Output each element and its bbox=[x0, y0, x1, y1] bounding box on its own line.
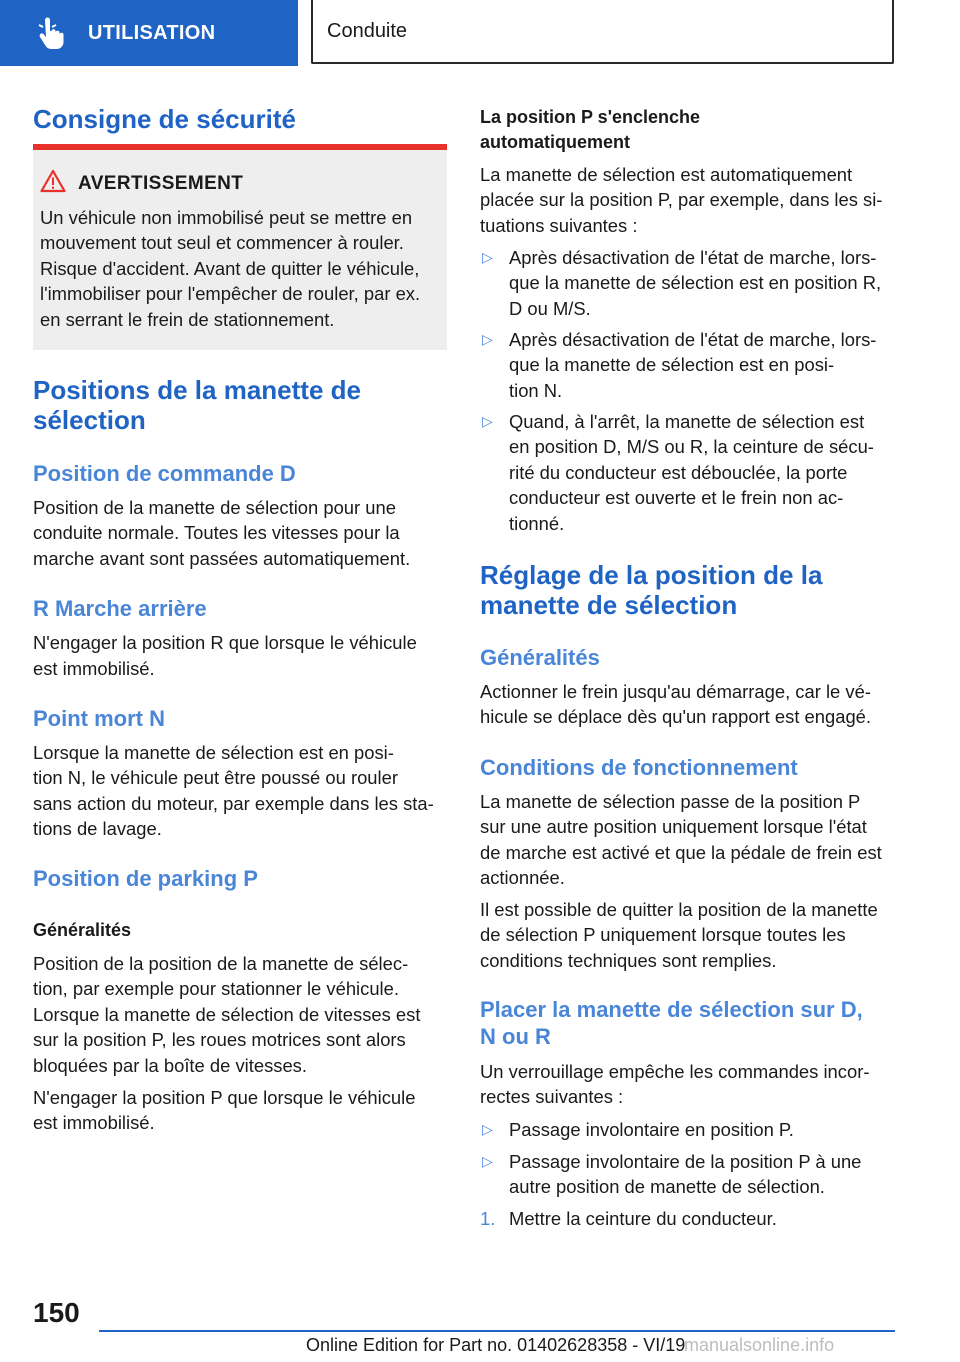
adjust-heading: manette de sélection bbox=[480, 590, 738, 620]
paragraph-line: Un verrouillage empêche les commandes incor‐ bbox=[480, 1061, 870, 1082]
paragraph-line: Lorsque la manette de sélection est en posi‐ bbox=[33, 742, 394, 763]
list-bullet-icon: ▷ bbox=[482, 413, 493, 429]
paragraph-line: conditions techniques sont remplies. bbox=[480, 950, 777, 971]
list-item-line: D ou M/S. bbox=[509, 298, 591, 319]
n-heading: Point mort N bbox=[33, 706, 165, 731]
hand-pointer-icon bbox=[36, 16, 70, 50]
paragraph-line: N'engager la position R que lorsque le véhicule bbox=[33, 632, 417, 653]
page-number: 150 bbox=[33, 1297, 80, 1328]
auto-heading: La position P s'enclenche bbox=[480, 107, 701, 127]
paragraph-line: Position de la position de la manette de sélec‐ bbox=[33, 953, 409, 974]
paragraph-line: N'engager la position P que lorsque le véhicule bbox=[33, 1087, 416, 1108]
paragraph-line: sur une autre position uniquement lorsque l'état bbox=[480, 816, 867, 837]
list-item-line: Passage involontaire en position P. bbox=[509, 1119, 794, 1140]
edition-text: Online Edition for Part no. 01402628358 - VI/19 bbox=[306, 1335, 686, 1355]
auto-heading: automatiquement bbox=[480, 132, 631, 152]
paragraph-line: Il est possible de quitter la position de la manette bbox=[480, 899, 878, 920]
warning-line: Risque d'accident. Avant de quitter le véhicule, bbox=[40, 258, 420, 279]
list-item-line: Après désactivation de l'état de marche, lors‐ bbox=[509, 247, 877, 268]
list-item-line: conducteur est ouverte et le frein non ac‐ bbox=[509, 487, 844, 508]
paragraph-line: rectes suivantes : bbox=[480, 1086, 624, 1107]
place-heading: Placer la manette de sélection sur D, bbox=[480, 997, 863, 1022]
list-bullet-icon: ▷ bbox=[482, 331, 493, 347]
place-heading: N ou R bbox=[480, 1024, 551, 1049]
paragraph-line: La manette de sélection est automatiquement bbox=[480, 164, 853, 185]
paragraph-line: tion, par exemple pour stationner le véhicule. bbox=[33, 978, 399, 999]
warning-line: Un véhicule non immobilisé peut se mettre en bbox=[40, 207, 413, 228]
list-item-line: rité du conducteur est débouclée, la porte bbox=[509, 462, 848, 483]
list-bullet-icon: ▷ bbox=[482, 1153, 493, 1169]
positions-heading: sélection bbox=[33, 405, 146, 435]
step-text: Mettre la ceinture du conducteur. bbox=[509, 1208, 777, 1229]
step-number: 1. bbox=[480, 1208, 496, 1229]
watermark: manualsonline.info bbox=[684, 1335, 835, 1355]
list-item-line: que la manette de sélection est en position R, bbox=[509, 272, 882, 293]
paragraph-line: sur la position P, les roues motrices sont alors bbox=[33, 1029, 406, 1050]
conditions-heading: Conditions de fonctionnement bbox=[480, 755, 798, 780]
list-item-line: tion N. bbox=[509, 380, 563, 401]
paragraph-line: La manette de sélection passe de la position P bbox=[480, 791, 861, 812]
list-item-line: Quand, à l'arrêt, la manette de sélection est bbox=[509, 411, 865, 432]
warning-line: en serrant le frein de stationnement. bbox=[40, 309, 335, 330]
paragraph-line: Position de la manette de sélection pour une bbox=[33, 497, 396, 518]
paragraph-line: bloquées par la boîte de vitesses. bbox=[33, 1055, 307, 1076]
paragraph-line: de sélection P uniquement lorsque toutes les bbox=[480, 924, 846, 945]
paragraph-line: tions de lavage. bbox=[33, 818, 162, 839]
paragraph-line: Actionner le frein jusqu'au démarrage, car le vé‐ bbox=[480, 681, 871, 702]
paragraph-line: sans action du moteur, par exemple dans les sta‐ bbox=[33, 793, 434, 814]
paragraph-line: Lorsque la manette de sélection de vitesses est bbox=[33, 1004, 421, 1025]
paragraph-line: conduite normale. Toutes les vitesses pour la bbox=[33, 522, 400, 543]
safety-heading: Consigne de sécurité bbox=[33, 104, 296, 134]
paragraph-line: marche avant sont passées automatiquement. bbox=[33, 548, 411, 569]
list-item-line: Passage involontaire de la position P à une bbox=[509, 1151, 862, 1172]
list-item-line: Après désactivation de l'état de marche, lors‐ bbox=[509, 329, 877, 350]
paragraph-line: tuations suivantes : bbox=[480, 215, 638, 236]
warning-line: mouvement tout seul et commencer à rouler. bbox=[40, 232, 404, 253]
general-heading-right: Généralités bbox=[480, 645, 600, 670]
chapter-box bbox=[311, 0, 894, 64]
list-item-line: que la manette de sélection est en posi‐ bbox=[509, 354, 835, 375]
section-label: UTILISATION bbox=[88, 21, 216, 44]
paragraph-line: actionnée. bbox=[480, 867, 565, 888]
list-item-line: tionné. bbox=[509, 513, 565, 534]
list-item-line: en position D, M/S ou R, la ceinture de sécu‐ bbox=[509, 436, 874, 457]
footer-rule bbox=[99, 1330, 895, 1332]
positions-heading: Positions de la manette de bbox=[33, 375, 361, 405]
warning-triangle-icon bbox=[40, 169, 66, 193]
paragraph-line: de marche est activé et que la pédale de frein est bbox=[480, 842, 882, 863]
general-heading: Généralités bbox=[33, 920, 132, 940]
chapter-label: Conduite bbox=[327, 19, 408, 42]
list-bullet-icon: ▷ bbox=[482, 1121, 493, 1137]
list-item-line: autre position de manette de sélection. bbox=[509, 1176, 825, 1197]
section-tab bbox=[0, 0, 298, 66]
paragraph-line: est immobilisé. bbox=[33, 658, 155, 679]
warning-title: AVERTISSEMENT bbox=[78, 173, 244, 194]
d-heading: Position de commande D bbox=[33, 461, 296, 486]
r-heading: R Marche arrière bbox=[33, 596, 207, 621]
p-heading: Position de parking P bbox=[33, 866, 258, 891]
list-bullet-icon: ▷ bbox=[482, 249, 493, 265]
paragraph-line: placée sur la position P, par exemple, dans les si‐ bbox=[480, 189, 883, 210]
paragraph-line: est immobilisé. bbox=[33, 1112, 155, 1133]
paragraph-line: tion N, le véhicule peut être poussé ou rouler bbox=[33, 767, 398, 788]
adjust-heading: Réglage de la position de la bbox=[480, 560, 823, 590]
warning-line: l'immobiliser pour l'empêcher de rouler, par ex. bbox=[40, 283, 421, 304]
paragraph-line: hicule se déplace dès qu'un rapport est engagé. bbox=[480, 706, 872, 727]
